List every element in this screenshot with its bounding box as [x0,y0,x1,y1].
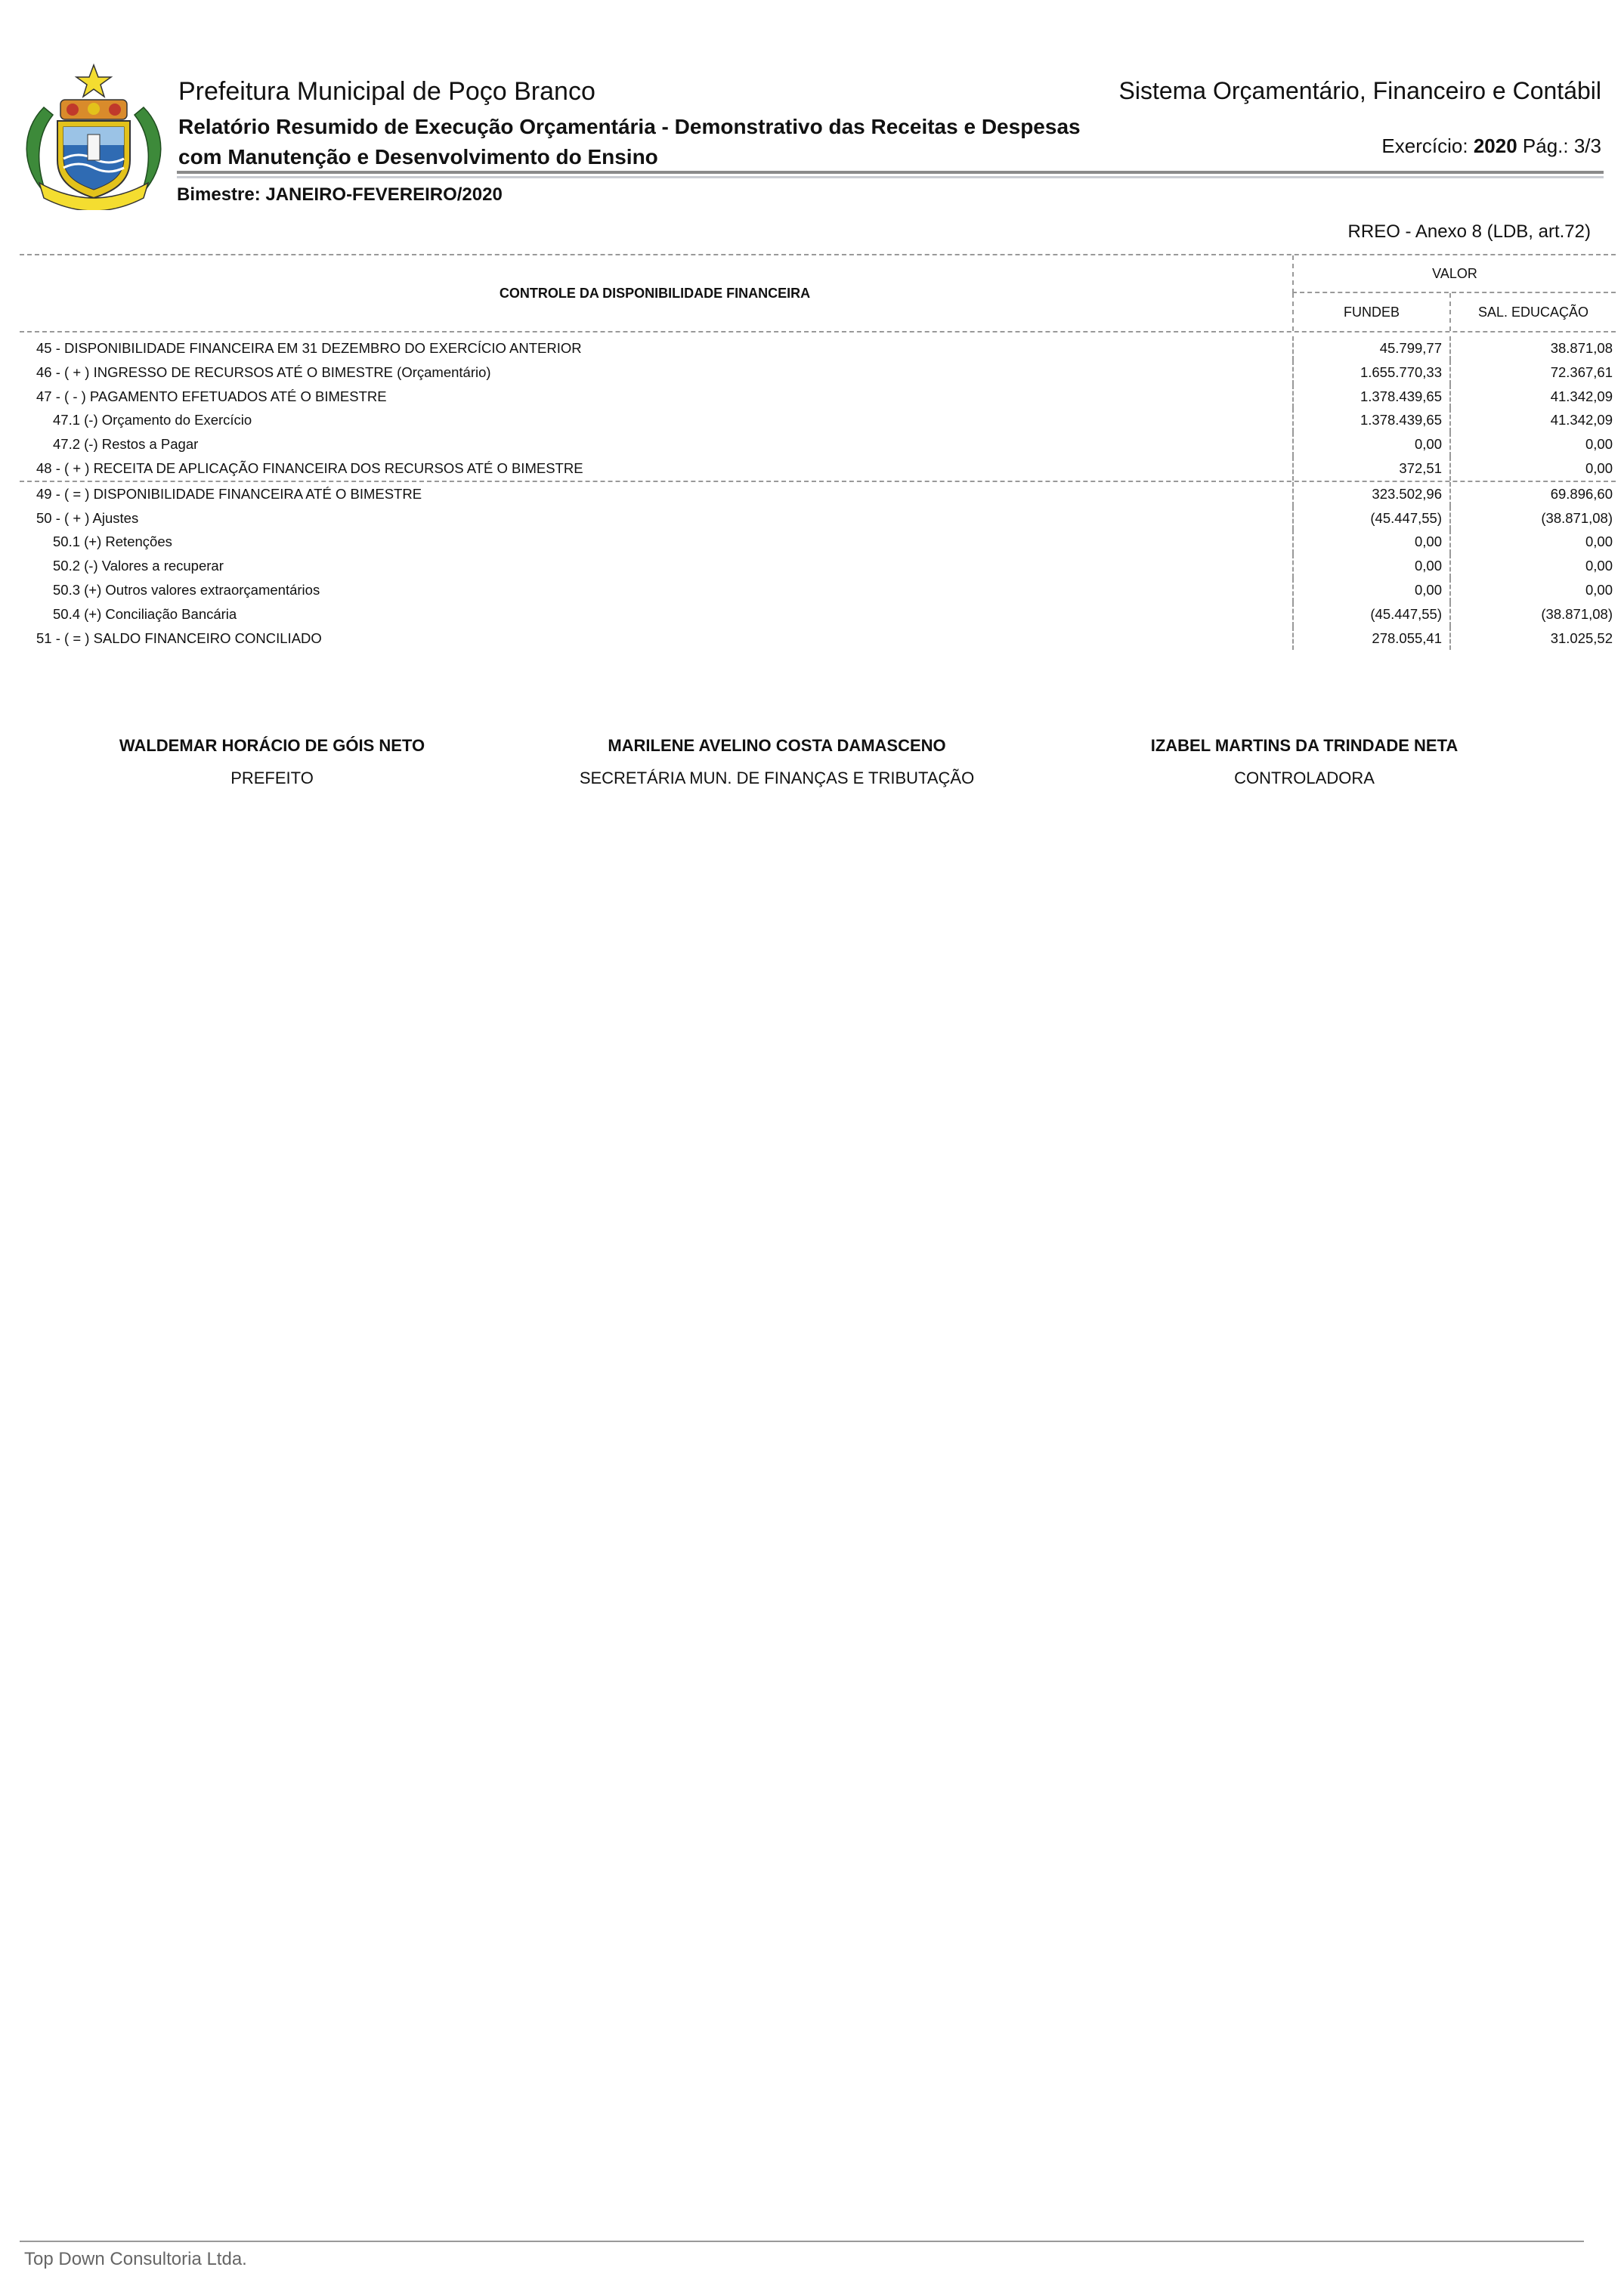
row-sal-educacao-value: 72.367,61 [1449,360,1613,385]
table-row [20,530,1616,554]
row-fundeb-value: 323.502,96 [1292,482,1442,506]
row-fundeb-value: 0,00 [1292,554,1442,578]
table-row [20,360,1616,385]
annex-reference: RREO - Anexo 8 (LDB, art.72) [1347,221,1591,242]
row-fundeb-value: 1.655.770,33 [1292,360,1442,385]
column-header-fundeb: FUNDEB [1292,293,1449,331]
value-header: VALOR [1292,255,1616,293]
signatory-role: SECRETÁRIA MUN. DE FINANÇAS E TRIBUTAÇÃO [579,769,975,787]
page-number: 3/3 [1573,135,1601,157]
signatory-role: PREFEITO [230,769,314,787]
row-description: 47.2 (-) Restos a Pagar [53,436,199,453]
municipal-crest-logo [14,62,174,210]
row-sal-educacao-value: (38.871,08) [1449,506,1613,530]
column-header-sal-educacao: SAL. EDUCAÇÃO [1449,293,1616,331]
row-sal-educacao-value: 0,00 [1449,554,1613,578]
row-description: 50.4 (+) Conciliação Bancária [53,605,237,622]
table-row [20,578,1616,602]
table-row [20,626,1616,651]
row-fundeb-value: 1.378.439,65 [1292,408,1442,432]
table-row [20,408,1616,432]
table-row [20,432,1616,456]
row-fundeb-value: 0,00 [1292,432,1442,456]
table-row [20,385,1616,409]
report-title-line-2: com Manutenção e Desenvolvimento do Ensino [178,145,658,169]
exercise-year: 2020 [1473,135,1517,157]
page-label: Pág.: [1522,135,1569,157]
table-row [20,336,1616,360]
row-fundeb-value: (45.447,55) [1292,506,1442,530]
table-row [20,554,1616,578]
table-body [20,332,1616,650]
row-description: 50.2 (-) Valores a recuperar [53,558,224,574]
row-sal-educacao-value: 38.871,08 [1449,336,1613,360]
row-fundeb-value: 1.378.439,65 [1292,385,1442,409]
row-fundeb-value: 372,51 [1292,456,1442,481]
signatory-name: MARILENE AVELINO COSTA DAMASCENO [608,736,946,755]
row-description: 51 - ( = ) SALDO FINANCEIRO CONCILIADO [36,629,322,646]
row-description: 48 - ( + ) RECEITA DE APLICAÇÃO FINANCEIRA DOS RECURSOS ATÉ O BIMESTRE [36,459,583,476]
table-title: CONTROLE DA DISPONIBILIDADE FINANCEIRA [499,285,811,301]
exercise-label: Exercício: [1381,135,1468,157]
row-sal-educacao-value: (38.871,08) [1449,602,1613,626]
signature-block-mayor [38,733,506,793]
table-row [20,506,1616,530]
row-description: 46 - ( + ) INGRESSO DE RECURSOS ATÉ O BIMESTRE (Orçamentário) [36,363,491,380]
row-description: 47.1 (-) Orçamento do Exercício [53,412,252,428]
row-description: 45 - DISPONIBILIDADE FINANCEIRA EM 31 DEZEMBRO DO EXERCÍCIO ANTERIOR [36,340,582,356]
header-divider [177,171,1604,178]
signatory-name: IZABEL MARTINS DA TRINDADE NETA [1150,736,1459,755]
table-row [20,602,1616,626]
row-fundeb-value: 278.055,41 [1292,626,1442,651]
row-fundeb-value: 0,00 [1292,578,1442,602]
row-description: 49 - ( = ) DISPONIBILIDADE FINANCEIRA ATÉ O BIMESTRE [36,485,422,502]
row-fundeb-value: (45.447,55) [1292,602,1442,626]
row-sal-educacao-value: 0,00 [1449,578,1613,602]
row-description: 50 - ( + ) Ajustes [36,509,139,526]
row-sal-educacao-value: 0,00 [1449,456,1613,481]
row-sal-educacao-value: 41.342,09 [1449,385,1613,409]
org-title: Prefeitura Municipal de Poço Branco [178,77,595,106]
row-sal-educacao-value: 69.896,60 [1449,482,1613,506]
exercise-info [1381,135,1601,158]
footer-divider [20,2241,1584,2242]
table-row [20,481,1616,506]
signatory-role: CONTROLADORA [1234,769,1375,787]
footer-company: Top Down Consultoria Ltda. [24,2249,247,2269]
row-description: 47 - ( - ) PAGAMENTO EFETUADOS ATÉ O BIMESTRE [36,388,387,404]
report-title [178,112,1081,172]
row-sal-educacao-value: 31.025,52 [1449,626,1613,651]
row-fundeb-value: 45.799,77 [1292,336,1442,360]
row-fundeb-value: 0,00 [1292,530,1442,554]
financial-availability-table [20,254,1616,650]
system-name: Sistema Orçamentário, Financeiro e Contábil [1118,77,1601,104]
signature-block-controller [1070,733,1539,793]
row-description: 50.3 (+) Outros valores extraorçamentários [53,581,320,598]
row-description: 50.1 (+) Retenções [53,534,172,550]
period-label: Bimestre: JANEIRO-FEVEREIRO/2020 [177,184,503,205]
table-header [20,254,1616,332]
row-sal-educacao-value: 0,00 [1449,432,1613,456]
report-title-line-1: Relatório Resumido de Execução Orçamentária - Demonstrativo das Receitas e Despesas [178,115,1081,138]
table-row [20,456,1616,481]
row-sal-educacao-value: 0,00 [1449,530,1613,554]
signatory-name: WALDEMAR HORÁCIO DE GÓIS NETO [119,736,425,755]
row-sal-educacao-value: 41.342,09 [1449,408,1613,432]
signature-block-finance-secretary [543,733,1011,793]
